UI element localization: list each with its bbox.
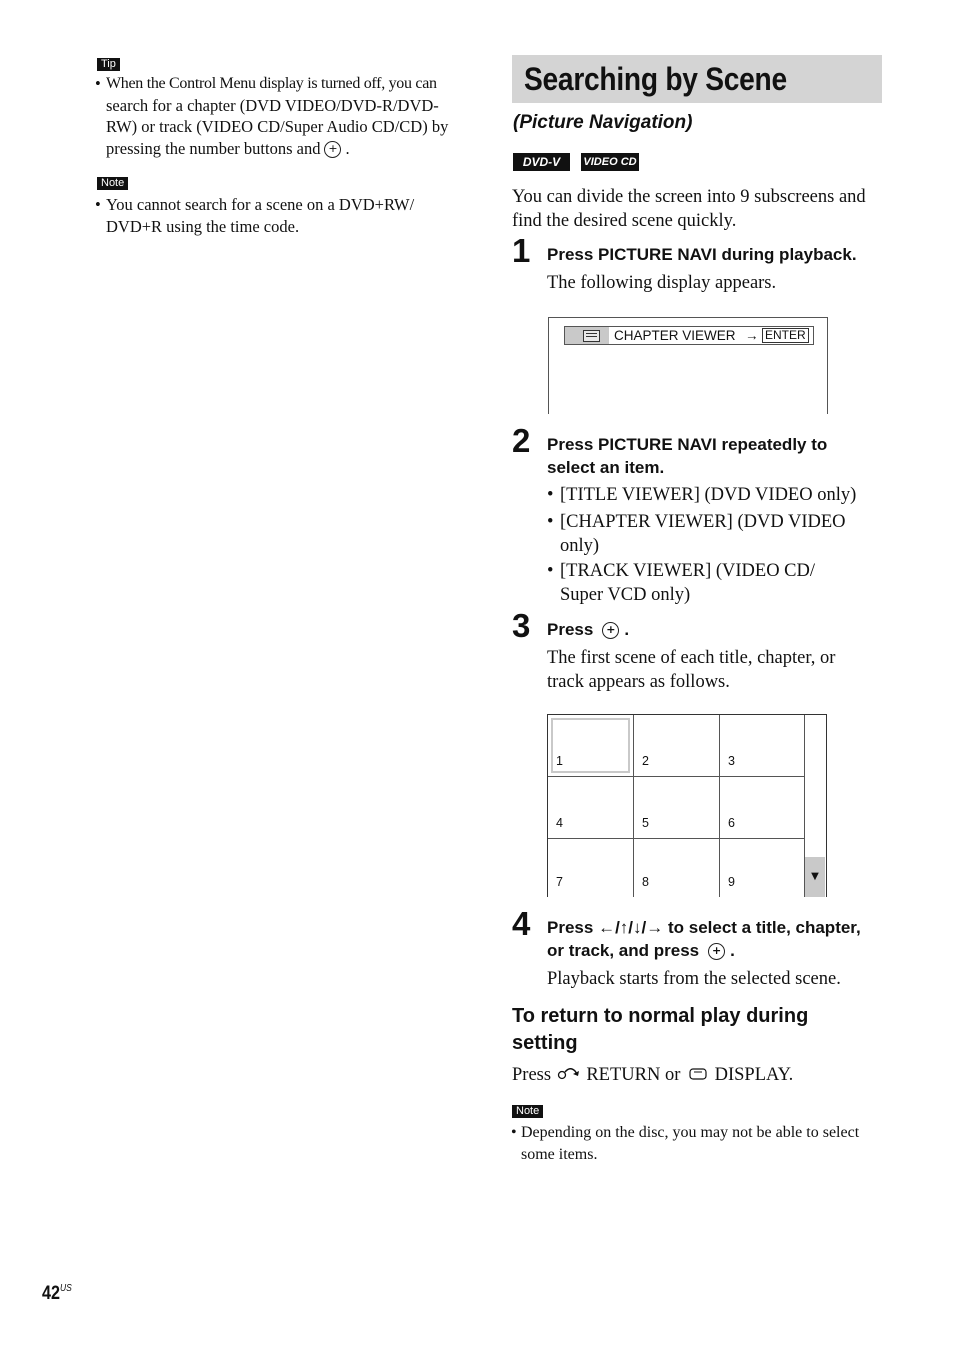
- step-3-body: The first scene of each title, chapter, or track appears as follows.: [547, 648, 836, 692]
- picture-navi-icon: [583, 330, 600, 342]
- scene-cell-2[interactable]: 2: [634, 715, 720, 777]
- step-2-bullet-1: • [TITLE VIEWER] (DVD VIDEO only): [547, 485, 857, 505]
- scene-grid-screen: [547, 714, 827, 897]
- scene-cell-6[interactable]: 6: [720, 777, 805, 839]
- return-heading: To return to normal play during setting: [512, 1005, 809, 1054]
- page-title: Searching by Scene: [524, 61, 787, 97]
- step-4-title: Press ←/↑/↓/→ to select a title, chapter, or track, and press+ .: [547, 917, 861, 962]
- bottom-note-text: • Depending on the disc, you may not be able to select some items.: [511, 1124, 860, 1163]
- step-1-title: Press PICTURE NAVI during playback.: [547, 245, 857, 264]
- display-icon: [688, 1067, 710, 1081]
- section-heading-bar: [512, 55, 882, 103]
- step-4-body: Playback starts from the selected scene.: [547, 969, 841, 989]
- note-badge: Note: [97, 177, 128, 190]
- enter-button-icon: [324, 141, 341, 158]
- step-2-bullet-2: • [CHAPTER VIEWER] (DVD VIDEO only): [547, 512, 846, 556]
- enter-button-icon: [602, 622, 619, 639]
- step-2-title: Press PICTURE NAVI repeatedly to select an item.: [547, 435, 828, 477]
- step-4-number: 4: [512, 905, 531, 942]
- scene-cell-3[interactable]: 3: [720, 715, 805, 777]
- scroll-thumb[interactable]: [805, 857, 825, 897]
- step-1-body: The following display appears.: [547, 273, 777, 293]
- video-cd-badge: VIDEO CD: [581, 153, 639, 171]
- return-icon: [556, 1065, 582, 1081]
- right-arrow-icon: →: [745, 328, 759, 343]
- tip-text: • When the Control Menu display is turned off, you can search for a chapter (DVD VIDEO/DVD-R/DVD- RW) or track (VIDEO CD/Super Audio CD/CD) by pressing the number buttons and+ .: [95, 73, 475, 159]
- viewer-bar: [564, 326, 814, 345]
- scrollbar[interactable]: [804, 715, 825, 897]
- tip-badge: Tip: [97, 58, 120, 71]
- scroll-down-arrow-icon: ▼: [811, 871, 819, 882]
- scene-cell-9[interactable]: 9: [728, 875, 735, 889]
- return-text: Press RETURN or DISPLAY.: [512, 1065, 794, 1085]
- page-subtitle: (Picture Navigation): [513, 112, 693, 133]
- note-text: • You cannot search for a scene on a DVD+RW/ DVD+R using the time code.: [95, 195, 415, 236]
- note-badge: Note: [512, 1105, 543, 1118]
- arrow-keys-icon: ←/↑/↓/→: [598, 918, 664, 937]
- picture-navi-icon-box: [565, 327, 609, 344]
- step-2-number: 2: [512, 422, 531, 459]
- dvd-v-badge: DVD-V: [513, 153, 570, 171]
- intro-text: You can divide the screen into 9 subscreens and find the desired scene quickly.: [512, 187, 866, 231]
- enter-button-icon: [708, 943, 725, 960]
- enter-key-label: ENTER: [762, 328, 809, 343]
- scene-cell-1[interactable]: 1: [548, 715, 634, 777]
- scene-cell-4[interactable]: 4: [548, 777, 634, 839]
- viewer-label: CHAPTER VIEWER: [614, 328, 736, 343]
- step-3-number: 3: [512, 607, 531, 644]
- page-number: $42^{US}$: [42, 1283, 72, 1304]
- scene-cell-8[interactable]: 8: [634, 839, 720, 897]
- step-1-number: 1: [512, 232, 531, 269]
- step-3-title: Press+ .: [547, 619, 629, 642]
- scene-cell-5[interactable]: 5: [634, 777, 720, 839]
- step-2-bullet-3: • [TRACK VIEWER] (VIDEO CD/ Super VCD only): [547, 561, 816, 605]
- scene-cell-7[interactable]: 7: [548, 839, 634, 897]
- chapter-viewer-screen: [548, 317, 828, 414]
